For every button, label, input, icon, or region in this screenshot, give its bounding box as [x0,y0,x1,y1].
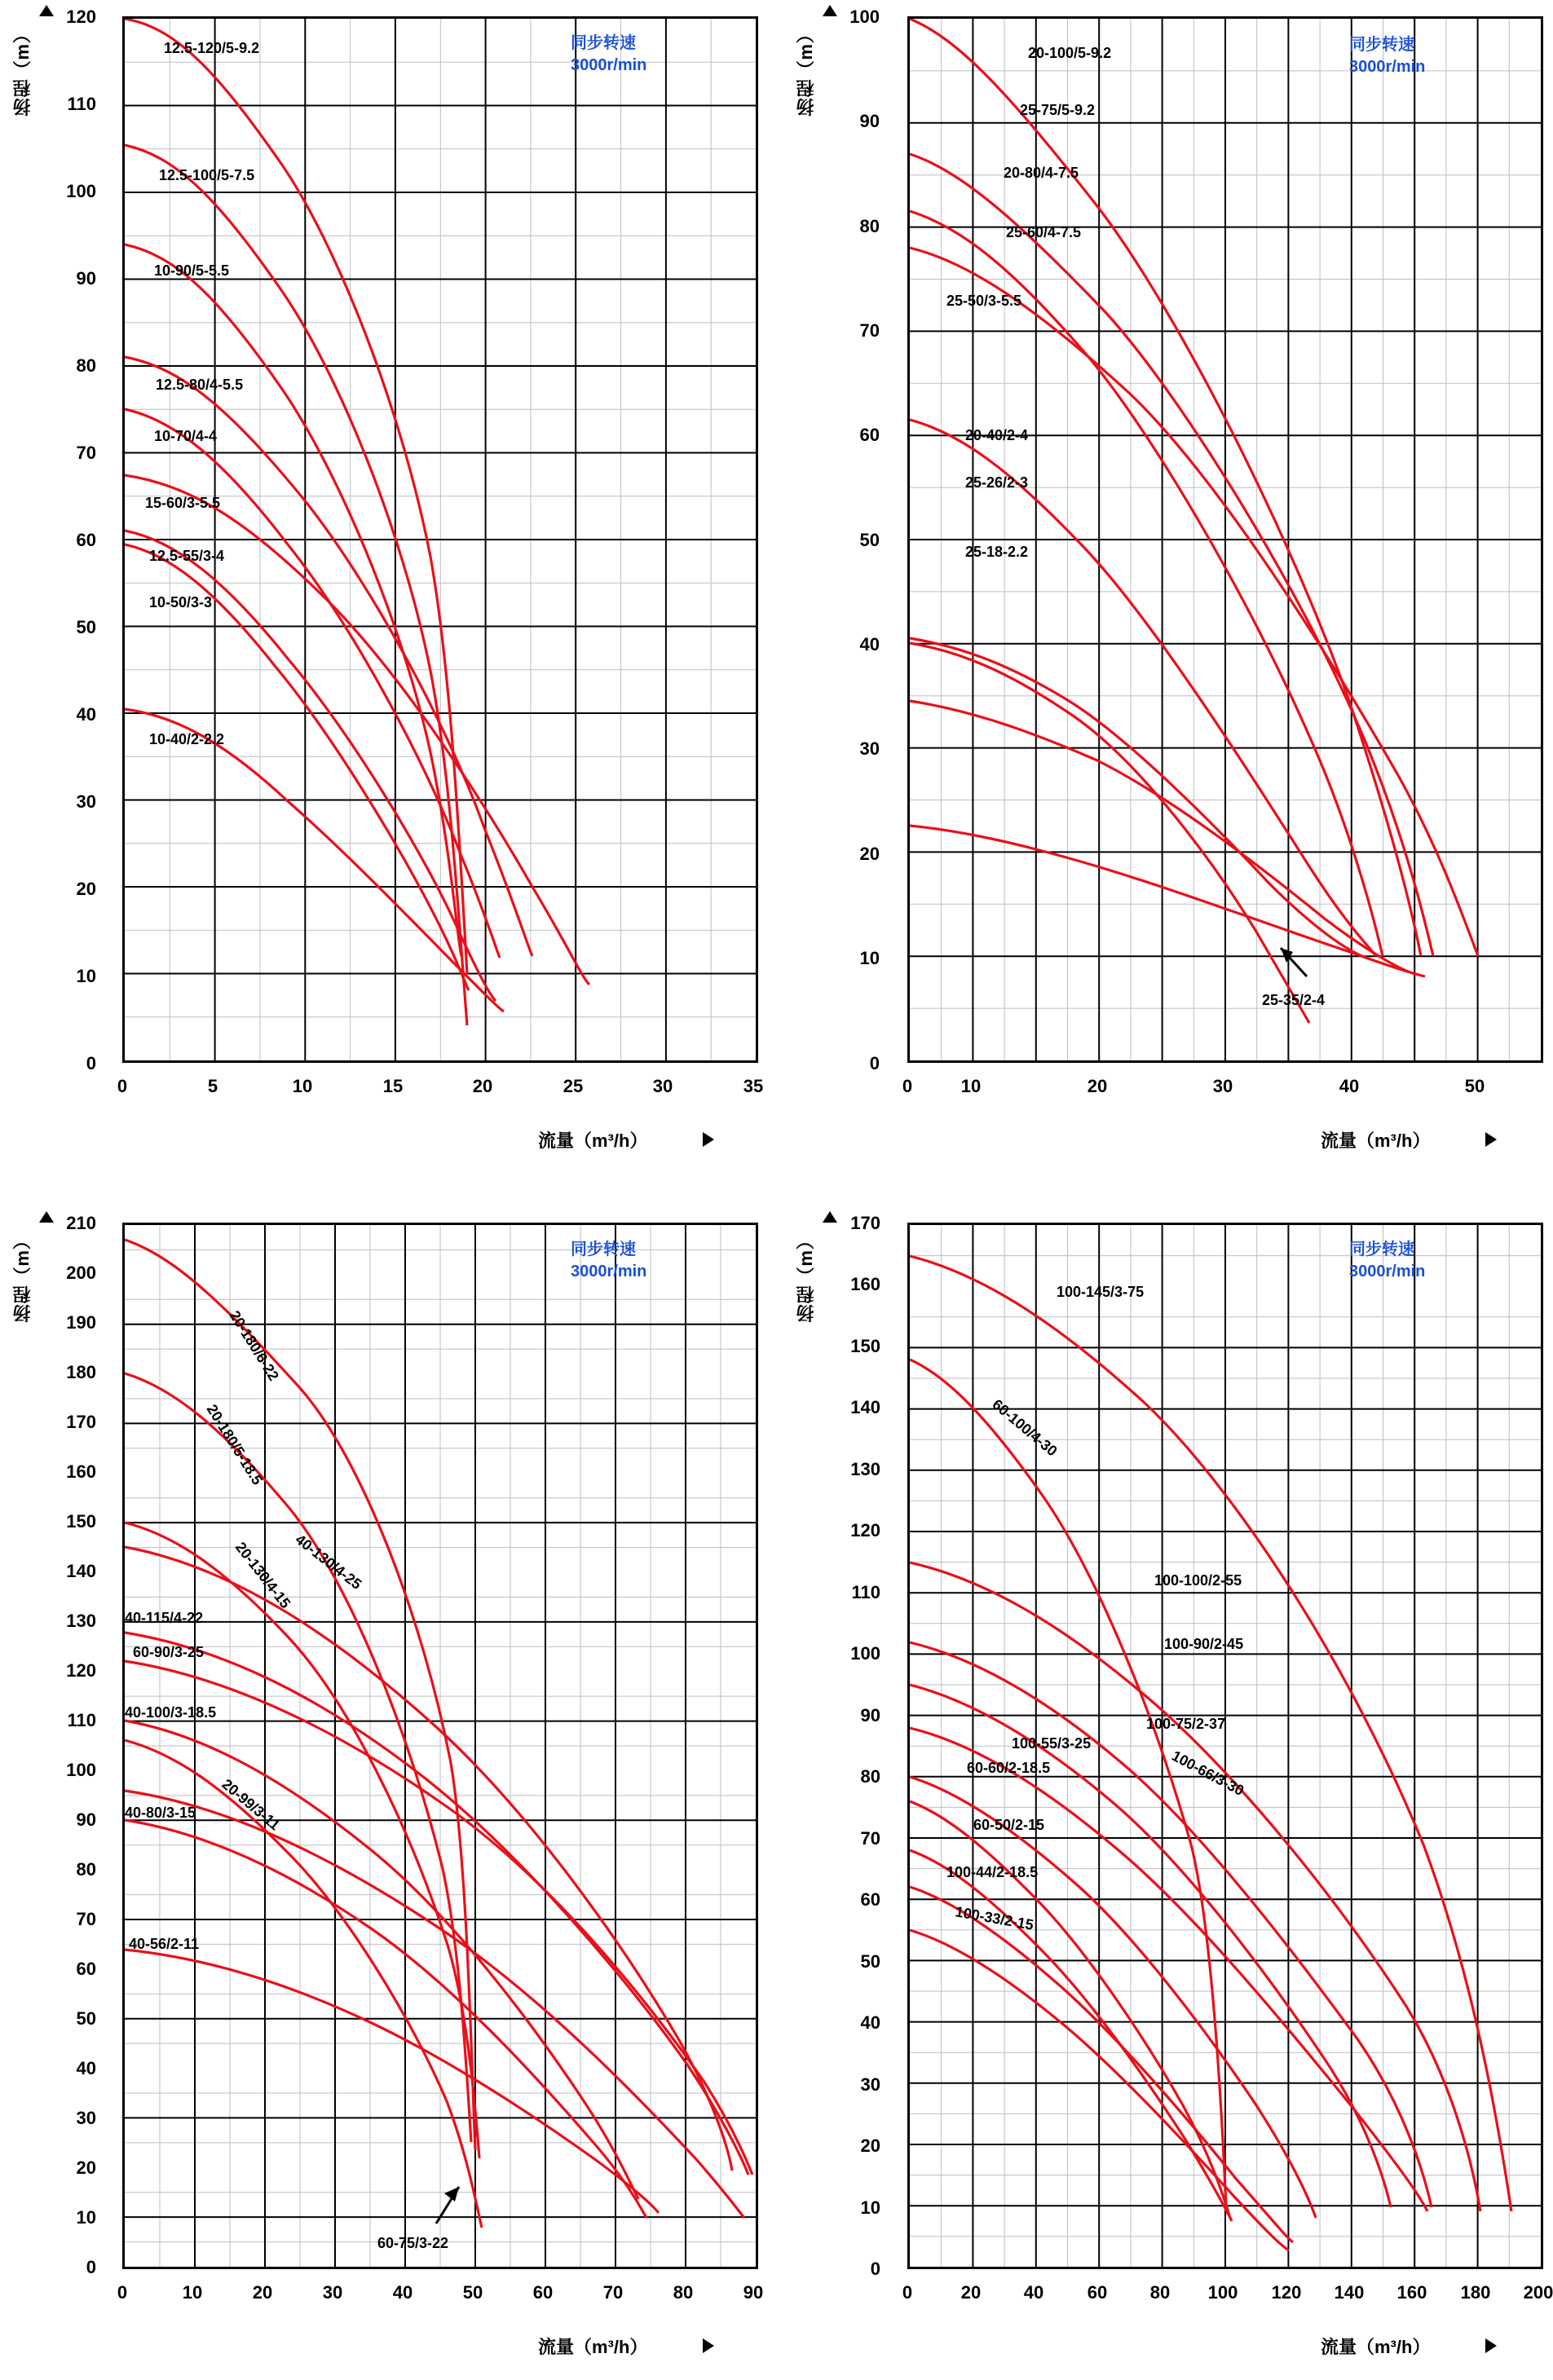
y-tick: 10 [76,2207,96,2228]
x-tick: 5 [207,1076,218,1096]
x-tick: 0 [902,1076,913,1096]
y-tick: 20 [860,2135,880,2156]
y-tick: 50 [76,617,96,637]
y-tick: 160 [66,1461,96,1482]
svg-text:100-55/3-25: 100-55/3-25 [1012,1735,1092,1752]
y-tick: 40 [76,704,96,725]
y-tick: 0 [870,2259,880,2279]
y-tick: 20 [76,2157,96,2178]
y-tick: 100 [850,1643,880,1664]
y-tick: 110 [67,1710,96,1730]
chart-top-left [0,0,774,1190]
y-tick: 130 [66,1611,96,1631]
x-tick: 20 [1087,1076,1108,1096]
y-tick: 190 [66,1312,96,1333]
speed-note-line1: 同步转速 [571,1241,636,1258]
svg-text:100-75/2-37: 100-75/2-37 [1146,1716,1226,1732]
y-tick: 20 [76,879,96,899]
x-axis-title: 流量（m³/h） [538,1130,648,1151]
x-tick: 50 [1464,1076,1485,1096]
y-tick: 100 [66,1760,96,1780]
svg-text:40-130/4-25: 40-130/4-25 [292,1531,365,1593]
y-tick: 70 [76,443,96,463]
y-tick: 90 [860,1705,880,1726]
y-tick: 110 [67,94,96,114]
svg-text:60-60/2-18.5: 60-60/2-18.5 [967,1760,1051,1776]
x-tick: 40 [1023,2282,1044,2303]
plot-area-bottom-left [122,1223,758,2269]
svg-text:25-18-2.2: 25-18-2.2 [965,544,1029,560]
x-tick: 180 [1460,2282,1491,2303]
speed-note-bottom-left [571,1239,646,1283]
x-tick: 10 [960,1076,982,1096]
svg-text:10-90/5-5.5: 10-90/5-5.5 [154,262,230,279]
y-axis-title: 扬程（m） [796,24,816,117]
svg-text:100-33/2-15: 100-33/2-15 [954,1903,1035,1933]
svg-text:10-40/2-2.2: 10-40/2-2.2 [149,731,225,747]
speed-note-bottom-right [1349,1239,1425,1283]
x-tick: 30 [322,2282,343,2303]
svg-text:100-90/2-45: 100-90/2-45 [1164,1636,1244,1652]
y-tick: 20 [859,844,880,864]
y-tick: 140 [66,1561,96,1581]
y-tick: 60 [860,1889,880,1910]
x-tick: 20 [252,2282,273,2303]
svg-text:25-35/2-4: 25-35/2-4 [1262,992,1326,1008]
y-tick: 120 [850,1520,880,1540]
speed-note-line1: 同步转速 [1349,1241,1414,1258]
y-tick: 10 [859,948,880,968]
x-tick: 80 [1149,2282,1171,2303]
svg-text:25-50/3-5.5: 25-50/3-5.5 [946,293,1022,309]
plot-area-top-left [122,16,758,1063]
y-tick: 60 [859,425,880,445]
svg-text:60-90/3-25: 60-90/3-25 [133,1644,205,1660]
svg-text:20-130/4-15: 20-130/4-15 [232,1539,294,1611]
speed-note-line2: 3000r/min [571,56,647,74]
y-tick: 120 [66,7,96,27]
svg-text:25-60/4-7.5: 25-60/4-7.5 [1006,224,1082,240]
y-tick: 40 [76,2058,96,2078]
x-tick: 120 [1271,2282,1302,2303]
y-tick: 40 [859,634,880,654]
x-axis-title: 流量（m³/h） [538,2337,648,2357]
y-axis-title: 扬程（m） [12,24,33,117]
y-axis-title: 扬程（m） [12,1231,33,1323]
svg-text:12.5-55/3-4: 12.5-55/3-4 [149,548,225,564]
speed-note-line1: 同步转速 [571,34,636,52]
x-tick: 25 [563,1076,584,1096]
svg-text:40-115/4-22: 40-115/4-22 [125,1610,204,1626]
y-tick: 110 [851,1582,880,1602]
y-tick: 90 [859,111,880,131]
y-tick: 30 [860,2074,880,2095]
x-axis-arrow-icon [1485,1132,1497,1147]
x-axis-title: 流量（m³/h） [1321,2337,1431,2357]
svg-text:100-100/2-55: 100-100/2-55 [1154,1572,1242,1589]
speed-note-top-right [1349,34,1425,78]
x-tick: 70 [602,2282,624,2303]
y-tick: 70 [860,1828,880,1849]
y-tick: 210 [66,1213,96,1233]
x-tick: 40 [392,2282,413,2303]
y-tick: 160 [850,1274,880,1294]
y-tick: 30 [76,791,96,812]
y-tick: 200 [66,1263,96,1283]
x-axis-arrow-icon [703,2338,714,2353]
y-tick: 90 [76,268,96,289]
y-tick: 10 [860,2197,880,2218]
svg-text:20-180/5-18.5: 20-180/5-18.5 [203,1401,266,1488]
speed-note-top-left [571,33,646,77]
x-tick: 10 [292,1076,313,1096]
x-tick: 100 [1207,2282,1238,2303]
x-tick: 50 [462,2282,483,2303]
y-tick: 0 [86,2257,96,2277]
y-tick: 60 [76,530,96,550]
y-tick: 50 [76,2008,96,2029]
svg-text:20-80/4-7.5: 20-80/4-7.5 [1004,165,1079,181]
svg-text:60-100/4-30: 60-100/4-30 [989,1395,1061,1460]
y-axis-title: 扬程（m） [796,1231,816,1323]
chart-bottom-right [779,1206,1553,2380]
x-tick: 10 [182,2282,203,2303]
y-tick: 50 [859,530,880,550]
y-tick: 40 [860,2012,880,2033]
x-tick: 200 [1523,2282,1553,2303]
y-tick: 100 [66,181,96,201]
svg-text:10-70/4-4: 10-70/4-4 [154,428,218,444]
speed-note-line2: 3000r/min [571,1263,647,1280]
y-tick: 80 [76,355,96,376]
y-tick: 80 [76,1859,96,1880]
x-tick: 35 [743,1076,764,1096]
x-tick: 0 [902,2282,913,2303]
x-axis-arrow-icon [1485,2338,1497,2353]
x-tick: 20 [472,1076,493,1096]
svg-text:60-50/2-15: 60-50/2-15 [973,1817,1045,1833]
x-tick: 30 [652,1076,673,1096]
x-tick: 40 [1339,1076,1360,1096]
y-tick: 30 [859,738,880,759]
speed-note-line1: 同步转速 [1349,36,1414,54]
y-tick: 150 [850,1336,880,1356]
y-tick: 170 [66,1412,96,1432]
svg-text:12.5-100/5-7.5: 12.5-100/5-7.5 [159,167,255,183]
y-tick: 30 [76,2108,96,2128]
x-tick: 15 [382,1076,404,1096]
y-tick: 80 [859,216,880,236]
y-tick: 0 [869,1053,880,1073]
speed-note-line2: 3000r/min [1349,1263,1426,1280]
y-tick: 140 [850,1397,880,1417]
x-tick: 160 [1396,2282,1427,2303]
svg-text:15-60/3-5.5: 15-60/3-5.5 [145,495,221,511]
chart-bottom-left [0,1206,774,2380]
svg-text:12.5-80/4-5.5: 12.5-80/4-5.5 [156,377,244,393]
x-tick: 60 [532,2282,554,2303]
svg-text:20-99/3-11: 20-99/3-11 [218,1775,284,1834]
x-tick: 80 [673,2282,694,2303]
y-tick: 150 [66,1511,96,1532]
svg-text:20-180/6-22: 20-180/6-22 [226,1307,283,1384]
chart-top-right [779,0,1553,1190]
speed-note-line2: 3000r/min [1349,58,1426,76]
y-tick: 10 [76,966,96,986]
svg-text:40-56/2-11: 40-56/2-11 [129,1936,200,1952]
plot-area-top-right [907,16,1543,1063]
x-tick: 90 [743,2282,764,2303]
y-tick: 100 [849,7,880,27]
y-tick: 120 [66,1660,96,1681]
y-tick: 90 [76,1809,96,1830]
svg-text:20-40/2-4: 20-40/2-4 [965,427,1029,443]
svg-text:40-80/3-15: 40-80/3-15 [125,1805,196,1821]
svg-text:60-75/3-22: 60-75/3-22 [377,2235,449,2251]
svg-text:10-50/3-3: 10-50/3-3 [149,594,213,610]
svg-text:100-66/3-30: 100-66/3-30 [1169,1747,1247,1800]
y-tick: 130 [850,1459,880,1479]
svg-text:12.5-120/5-9.2: 12.5-120/5-9.2 [164,40,260,56]
x-axis-title: 流量（m³/h） [1321,1130,1431,1151]
y-tick: 70 [859,320,880,341]
x-tick: 30 [1212,1076,1233,1096]
y-tick: 180 [66,1362,96,1382]
svg-text:20-100/5-9.2: 20-100/5-9.2 [1028,45,1112,61]
svg-text:25-75/5-9.2: 25-75/5-9.2 [1020,102,1096,118]
x-tick: 140 [1334,2282,1365,2303]
x-tick: 0 [117,1076,128,1096]
y-tick: 0 [86,1053,96,1073]
x-tick: 20 [960,2282,982,2303]
svg-text:100-145/3-75: 100-145/3-75 [1057,1284,1145,1300]
x-tick: 60 [1087,2282,1108,2303]
y-tick: 70 [76,1909,96,1929]
svg-text:40-100/3-18.5: 40-100/3-18.5 [125,1704,217,1721]
x-axis-arrow-icon [703,1132,714,1147]
y-tick: 80 [860,1766,880,1787]
y-tick: 60 [76,1959,96,1979]
x-tick: 0 [117,2282,128,2303]
svg-text:25-26/2-3: 25-26/2-3 [965,474,1029,491]
plot-area-bottom-right [907,1223,1543,2269]
svg-text:100-44/2-18.5: 100-44/2-18.5 [946,1864,1039,1880]
y-tick: 50 [860,1951,880,1972]
y-tick: 170 [850,1213,880,1233]
